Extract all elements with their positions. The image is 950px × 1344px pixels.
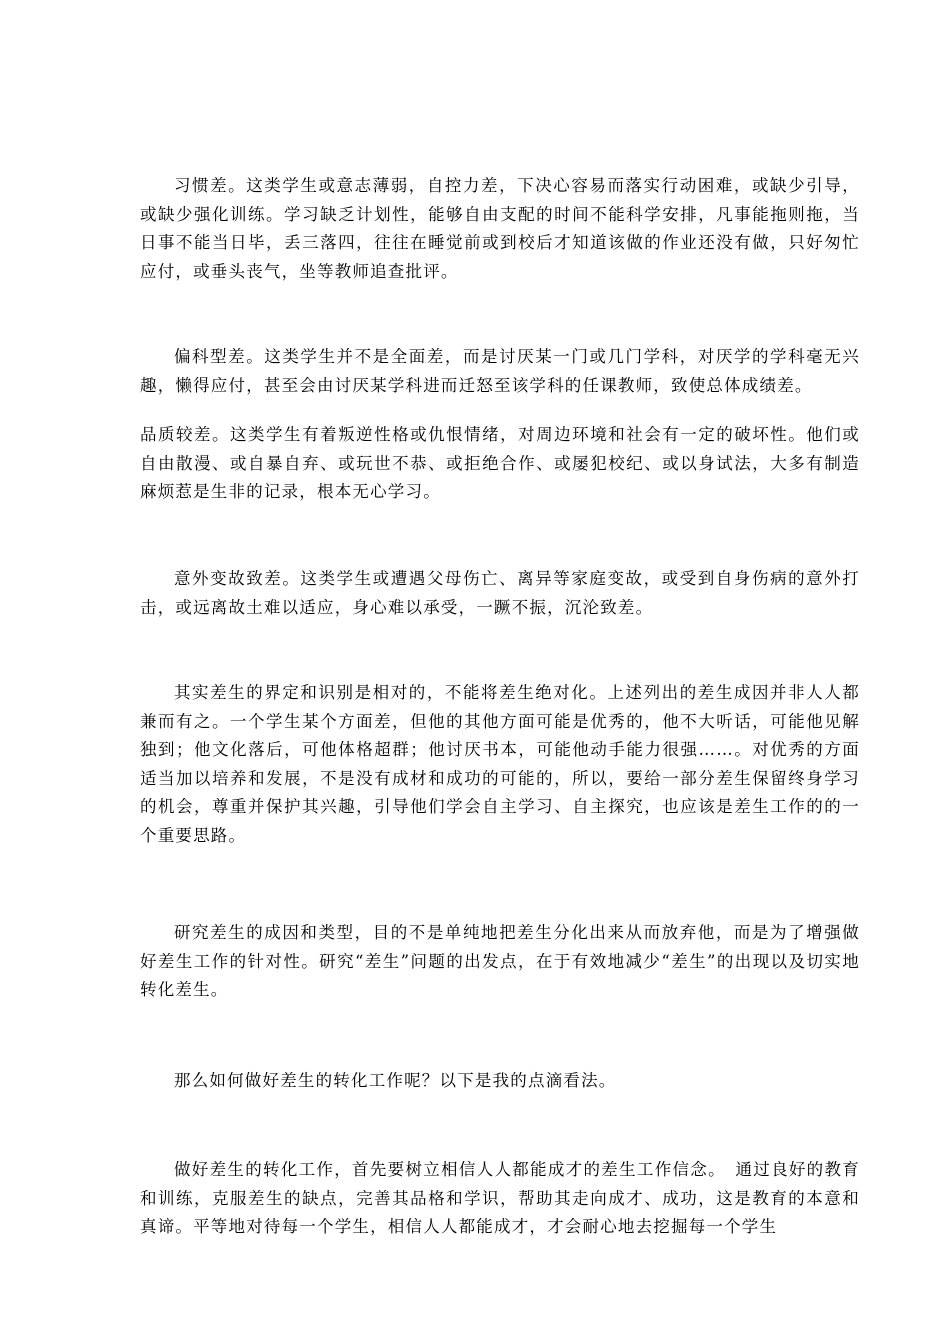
paragraph-bad-habits: 习惯差。这类学生或意志薄弱，自控力差，下决心容易而落实行动困难，或缺少引导，或缺少强化训练。学习缺乏计划性，能够自由支配的时间不能科学安排，凡事能拖则拖，当日事不能当日毕，丢三落四，往往在睡觉前或到校后才知道该做的作业还没有做，只好匆忙应付，或垂头丧气，坐等教师追查批评。: [140, 176, 860, 281]
paragraph-relative-definition: 其实差生的界定和识别是相对的，不能将差生绝对化。上述列出的差生成因并非人人都兼而有之。一个学生某个方面差，但他的其他方面可能是优秀的，他不大听话，可能他见解独到；他文化落后，可他体格超群；他讨厌书本，可能他动手能力很强……。对优秀的方面适当加以培养和发展，不是没有成材和成功的可能的，所以，要给一部分差生保留终身学习的机会，尊重并保护其兴趣，引导他们学会自主学习、自主探究，也应该是差生工作的的一个重要思路。: [140, 683, 860, 845]
paragraph-subject-bias: 偏科型差。这类学生并不是全面差，而是讨厌某一门或几门学科，对厌学的学科毫无兴趣，懒得应付，甚至会由讨厌某学科进而迁怒至该学科的任课教师，致使总体成绩差。: [140, 347, 860, 395]
paragraph-transition-question: 那么如何做好差生的转化工作呢？以下是我的点滴看法。: [174, 1071, 617, 1090]
paragraph-belief-in-success: 做好差生的转化工作，首先要树立相信人人都能成才的差生工作信念。 通过良好的教育和训练，克服差生的缺点，完善其品格和学识，帮助其走向成才、成功，这是教育的本意和真谛。平等地对待每一个学生，相信人人都能成才，才会耐心地去挖掘每一个学生: [140, 1160, 860, 1236]
document-page: [140, 0, 860, 1344]
paragraph-poor-character: 品质较差。这类学生有着叛逆性格或仇恨情绪，对周边环境和社会有一定的破坏性。他们或自由散漫、或自暴自弃、或玩世不恭、或拒绝合作、或屡犯校纪、或以身试法，大多有制造麻烦惹是生非的记录，根本无心学习。: [140, 425, 860, 501]
paragraph-accidental-change: 意外变故致差。这类学生或遭遇父母伤亡、离异等家庭变故，或受到自身伤病的意外打击，或远离故土难以适应，身心难以承受，一蹶不振，沉沦致差。: [140, 569, 860, 617]
paragraph-research-purpose: 研究差生的成因和类型，目的不是单纯地把差生分化出来从而放弃他，而是为了增强做好差生工作的针对性。研究“差生”问题的出发点，在于有效地减少“差生”的出现以及切实地转化差生。: [140, 923, 860, 999]
